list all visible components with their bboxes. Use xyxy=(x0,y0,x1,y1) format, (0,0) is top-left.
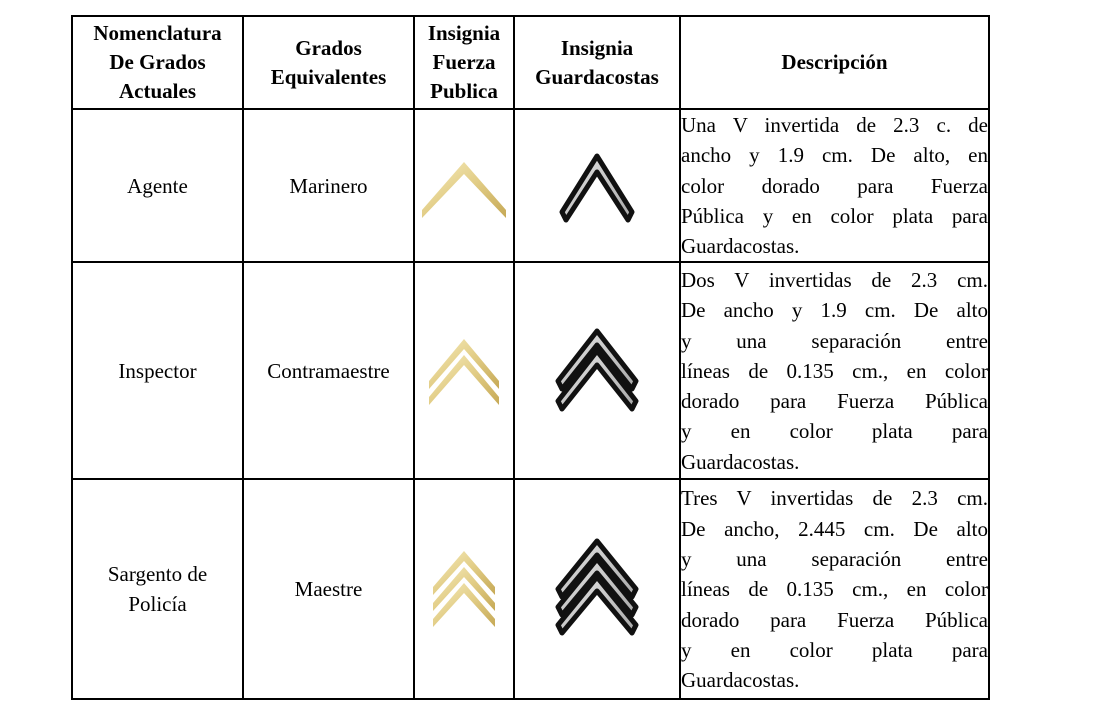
equivalent-grade-cell: Maestre xyxy=(243,479,414,699)
grades-table xyxy=(71,15,990,700)
equivalent-grade-cell: Contramaestre xyxy=(243,262,414,479)
silver-single-chevron-icon xyxy=(556,146,638,226)
table-row xyxy=(72,262,989,479)
description-cell: Dos V invertidas de 2.3 cm. De ancho y 1.9 cm. De alto y una separación entre líneas de 0.135 cm., en color dorado para Fuerza Pública y en color plata para Guardacostas. xyxy=(680,262,989,479)
table-row xyxy=(72,109,989,262)
header-row xyxy=(72,16,989,109)
guardacostas-insignia-cell xyxy=(514,109,680,262)
header-grados-equivalentes: Grados Equivalentes xyxy=(243,16,414,109)
header-insignia-guardacostas: Insignia Guardacostas xyxy=(514,16,680,109)
guardacostas-insignia-cell xyxy=(514,479,680,699)
fuerza-insignia-cell xyxy=(414,109,514,262)
description-cell: Una V invertida de 2.3 c. de ancho y 1.9 cm. De alto, en color dorado para Fuerza Pública y en color plata para Guardacostas. xyxy=(680,109,989,262)
silver-triple-chevron-icon xyxy=(552,535,642,643)
table-row xyxy=(72,479,989,699)
grade-name-cell: Inspector xyxy=(72,262,243,479)
fuerza-insignia-cell xyxy=(414,262,514,479)
header-descripcion: Descripción xyxy=(680,16,989,109)
header-nomenclatura: Nomenclatura De Grados Actuales xyxy=(72,16,243,109)
gold-triple-chevron-icon xyxy=(429,543,499,635)
header-insignia-fuerza: Insignia Fuerza Publica xyxy=(414,16,514,109)
fuerza-insignia-cell xyxy=(414,479,514,699)
description-cell: Tres V invertidas de 2.3 cm. De ancho, 2.445 cm. De alto y una separación entre líneas de 0.135 cm., en color dorado para Fuerza Pública y en color plata para Guardacostas. xyxy=(680,479,989,699)
guardacostas-insignia-cell xyxy=(514,262,680,479)
gold-single-chevron-icon xyxy=(418,150,510,222)
grade-name-cell: Agente xyxy=(72,109,243,262)
equivalent-grade-cell: Marinero xyxy=(243,109,414,262)
grade-name-cell: Sargento de Policía xyxy=(72,479,243,699)
gold-double-chevron-icon xyxy=(425,329,503,413)
silver-double-chevron-icon xyxy=(552,323,642,419)
